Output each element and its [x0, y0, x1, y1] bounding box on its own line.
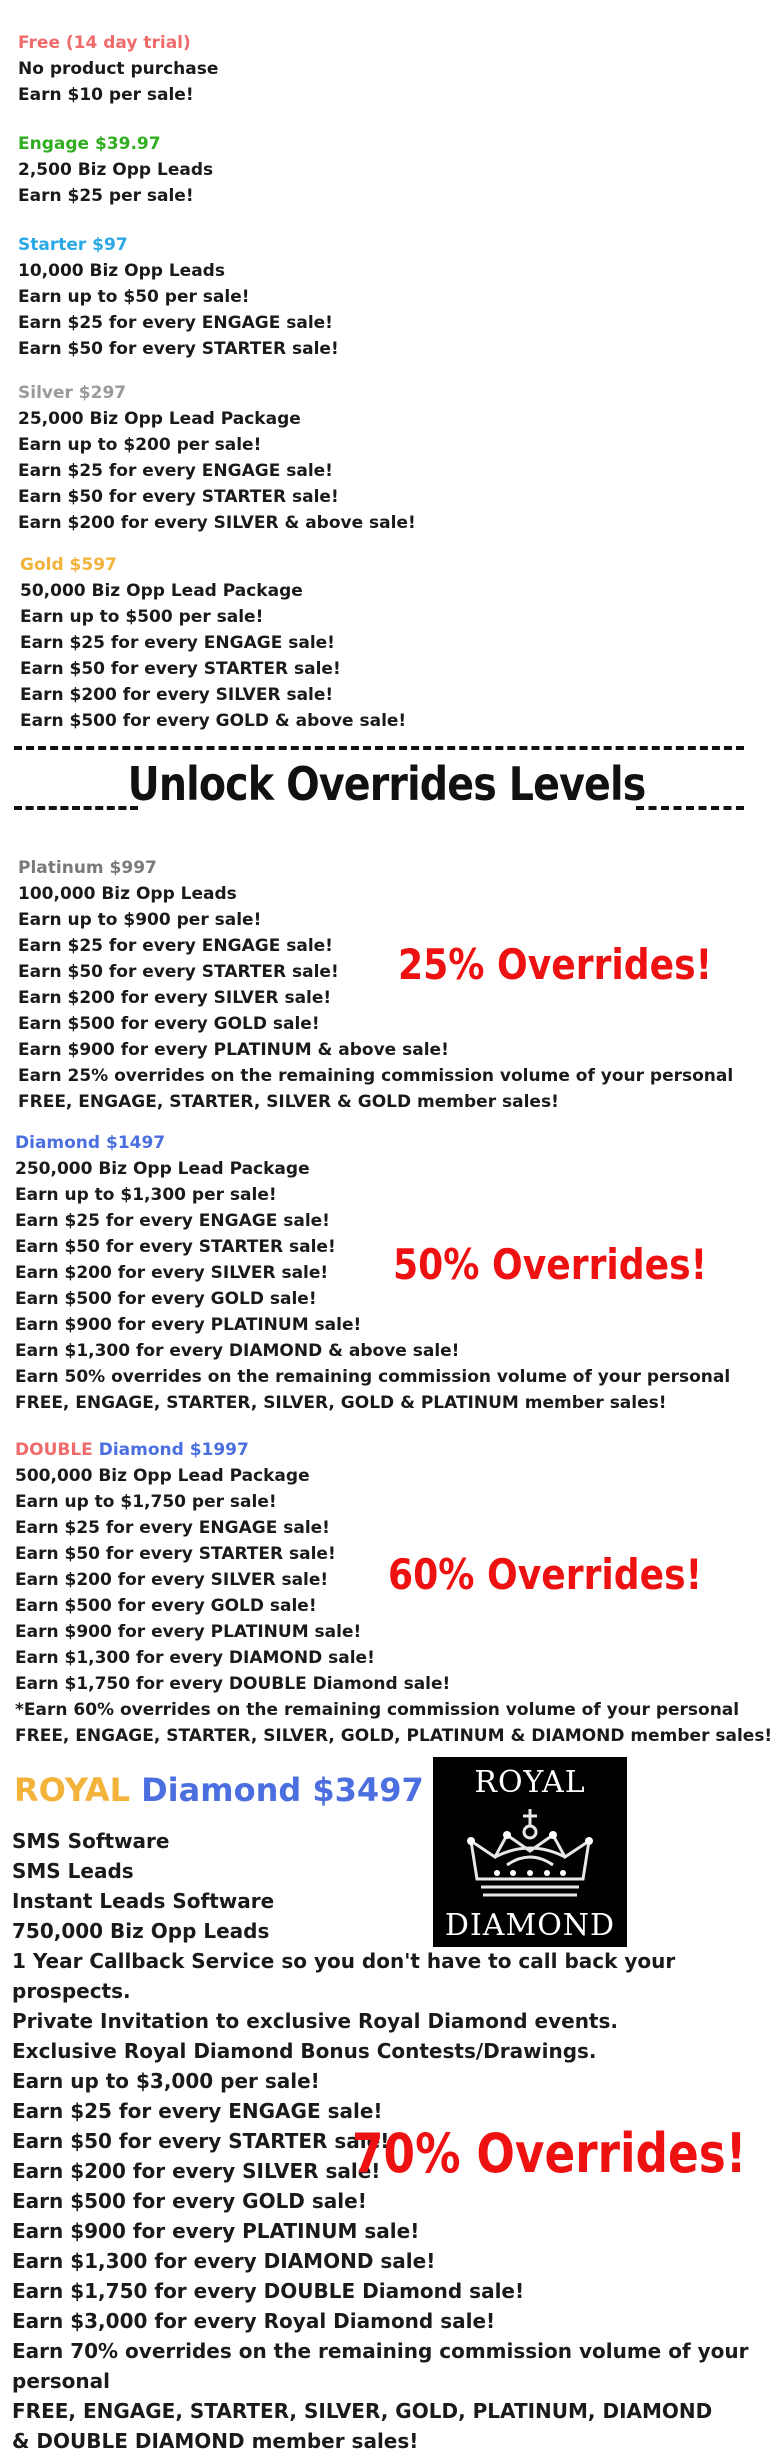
- logo-text-bottom: DIAMOND: [444, 1908, 616, 1943]
- tier-line: 250,000 Biz Opp Lead Package: [15, 1159, 310, 1179]
- tier-free: [18, 30, 218, 108]
- tier-line: Private Invitation to exclusive Royal Diamond events.: [12, 2009, 618, 2033]
- tier-line: 500,000 Biz Opp Lead Package: [15, 1466, 310, 1486]
- tier-line: & DOUBLE DIAMOND member sales!: [12, 2429, 419, 2453]
- override-label-25: 25% Overrides!: [398, 940, 713, 989]
- tier-starter: [18, 232, 339, 362]
- tier-line: FREE, ENGAGE, STARTER, SILVER, GOLD, PLATINUM, DIAMOND: [12, 2399, 713, 2423]
- tier-title: [15, 1437, 772, 1463]
- tier-line: Earn $500 for every GOLD sale!: [12, 2189, 367, 2213]
- tier-line: FREE, ENGAGE, STARTER, SILVER & GOLD member sales!: [18, 1092, 559, 1112]
- tier-line: Earn $50 for every STARTER sale!: [18, 339, 339, 359]
- tier-line: Earn $25 for every ENGAGE sale!: [18, 936, 333, 956]
- tier-line: Earn $10 per sale!: [18, 85, 194, 105]
- tier-title-main: Diamond $1997: [98, 1440, 249, 1460]
- tier-line: 1 Year Callback Service so you don't have to call back your prospects.: [12, 1949, 676, 2003]
- tier-line: Earn up to $200 per sale!: [18, 435, 262, 455]
- royal-title-main: Diamond $3497: [141, 1771, 424, 1809]
- tier-line: Earn up to $500 per sale!: [20, 607, 264, 627]
- tier-line: 25,000 Biz Opp Lead Package: [18, 409, 301, 429]
- tier-title: Engage $39.97: [18, 134, 161, 154]
- tier-line: SMS Leads: [12, 1859, 134, 1883]
- tier-line: SMS Software: [12, 1829, 170, 1853]
- tier-line: Earn $1,300 for every DIAMOND sale!: [15, 1648, 375, 1668]
- tier-line: Earn $25 for every ENGAGE sale!: [15, 1211, 330, 1231]
- tier-line: 10,000 Biz Opp Leads: [18, 261, 225, 281]
- tier-title: Starter $97: [18, 235, 128, 255]
- tier-line: Earn $200 for every SILVER sale!: [15, 1570, 329, 1590]
- tier-line: Earn $900 for every PLATINUM & above sale!: [18, 1040, 449, 1060]
- tier-line: Earn $500 for every GOLD & above sale!: [20, 711, 407, 731]
- tier-line: Earn $25 for every ENGAGE sale!: [12, 2099, 383, 2123]
- tier-line: Earn $500 for every GOLD sale!: [15, 1289, 317, 1309]
- tier-line: Earn $200 for every SILVER sale!: [20, 685, 334, 705]
- tier-line: Earn $200 for every SILVER sale!: [15, 1263, 329, 1283]
- tier-line: Earn $50 for every STARTER sale!: [15, 1544, 336, 1564]
- tier-line: No product purchase: [18, 59, 219, 79]
- tier-line: Instant Leads Software: [12, 1889, 275, 1913]
- tier-line: Earn $900 for every PLATINUM sale!: [12, 2219, 420, 2243]
- tier-line: Earn up to $1,300 per sale!: [15, 1185, 277, 1205]
- tier-title: Platinum $997: [18, 858, 157, 878]
- tier-line: FREE, ENGAGE, STARTER, SILVER, GOLD & PLATINUM member sales!: [15, 1393, 667, 1413]
- unlock-overrides-heading: Unlock Overrides Levels: [127, 757, 646, 811]
- tier-line: Earn 70% overrides on the remaining commission volume of your personal: [12, 2339, 749, 2393]
- tier-line: Earn 50% overrides on the remaining commission volume of your personal: [15, 1367, 731, 1387]
- tier-line: *Earn 60% overrides on the remaining commission volume of your personal: [15, 1700, 740, 1720]
- tier-line: Earn $1,750 for every DOUBLE Diamond sale!: [15, 1674, 451, 1694]
- tier-line: Earn $1,300 for every DIAMOND sale!: [12, 2249, 436, 2273]
- tier-line: Earn $3,000 for every Royal Diamond sale!: [12, 2309, 496, 2333]
- tier-line: Earn $50 for every STARTER sale!: [18, 487, 339, 507]
- tier-line: 750,000 Biz Opp Leads: [12, 1919, 270, 1943]
- tier-line: Earn $25 per sale!: [18, 186, 194, 206]
- tier-line: Earn $50 for every STARTER sale!: [15, 1237, 336, 1257]
- tier-line: Earn up to $3,000 per sale!: [12, 2069, 320, 2093]
- tier-line: Earn $200 for every SILVER sale!: [12, 2159, 381, 2183]
- tier-line: Earn $25 for every ENGAGE sale!: [15, 1518, 330, 1538]
- tier-line: 50,000 Biz Opp Lead Package: [20, 581, 303, 601]
- royal-title-prefix: ROYAL: [14, 1771, 142, 1809]
- tier-title: Free (14 day trial): [18, 33, 191, 53]
- tier-title-prefix: DOUBLE: [15, 1440, 99, 1460]
- tier-gold: [20, 552, 406, 734]
- dashed-divider: [636, 806, 744, 810]
- tier-line: Earn $200 for every SILVER sale!: [18, 988, 332, 1008]
- override-label-70: 70% Overrides!: [352, 2122, 747, 2185]
- tier-line: Earn $25 for every ENGAGE sale!: [20, 633, 335, 653]
- tier-line: Earn $1,750 for every DOUBLE Diamond sale!: [12, 2279, 525, 2303]
- tier-line: Earn $25 for every ENGAGE sale!: [18, 313, 333, 333]
- tier-line: Earn up to $1,750 per sale!: [15, 1492, 277, 1512]
- tier-line: Earn up to $50 per sale!: [18, 287, 250, 307]
- tier-line: Earn $500 for every GOLD sale!: [18, 1014, 320, 1034]
- tier-line: Earn $900 for every PLATINUM sale!: [15, 1315, 362, 1335]
- tier-line: Earn $1,300 for every DIAMOND & above sale!: [15, 1341, 460, 1361]
- royal-diamond-title: [14, 1770, 424, 1810]
- tier-line: Earn $500 for every GOLD sale!: [15, 1596, 317, 1616]
- tier-line: Earn $900 for every PLATINUM sale!: [15, 1622, 362, 1642]
- tier-line: Earn up to $900 per sale!: [18, 910, 262, 930]
- logo-text-top: ROYAL: [474, 1765, 586, 1800]
- tier-line: Earn $50 for every STARTER sale!: [20, 659, 341, 679]
- tier-title: Gold $597: [20, 555, 117, 575]
- tier-engage: [18, 131, 213, 209]
- tier-line: Earn $200 for every SILVER & above sale!: [18, 513, 416, 533]
- tier-line: Earn 25% overrides on the remaining commission volume of your personal: [18, 1066, 734, 1086]
- tier-line: 2,500 Biz Opp Leads: [18, 160, 214, 180]
- tier-silver: [18, 380, 416, 536]
- tier-line: Exclusive Royal Diamond Bonus Contests/Drawings.: [12, 2039, 597, 2063]
- override-label-60: 60% Overrides!: [388, 1550, 703, 1599]
- tier-line: FREE, ENGAGE, STARTER, SILVER, GOLD, PLATINUM & DIAMOND member sales!: [15, 1726, 773, 1746]
- tier-line: Earn $25 for every ENGAGE sale!: [18, 461, 333, 481]
- tier-line: Earn $50 for every STARTER sale!: [18, 962, 339, 982]
- tier-title: Silver $297: [18, 383, 127, 403]
- tier-title: Diamond $1497: [15, 1133, 166, 1153]
- tier-line: Earn $50 for every STARTER sale!: [12, 2129, 390, 2153]
- override-label-50: 50% Overrides!: [393, 1240, 708, 1289]
- dashed-divider: [14, 806, 138, 810]
- tier-line: 100,000 Biz Opp Leads: [18, 884, 237, 904]
- dashed-divider: [14, 746, 744, 750]
